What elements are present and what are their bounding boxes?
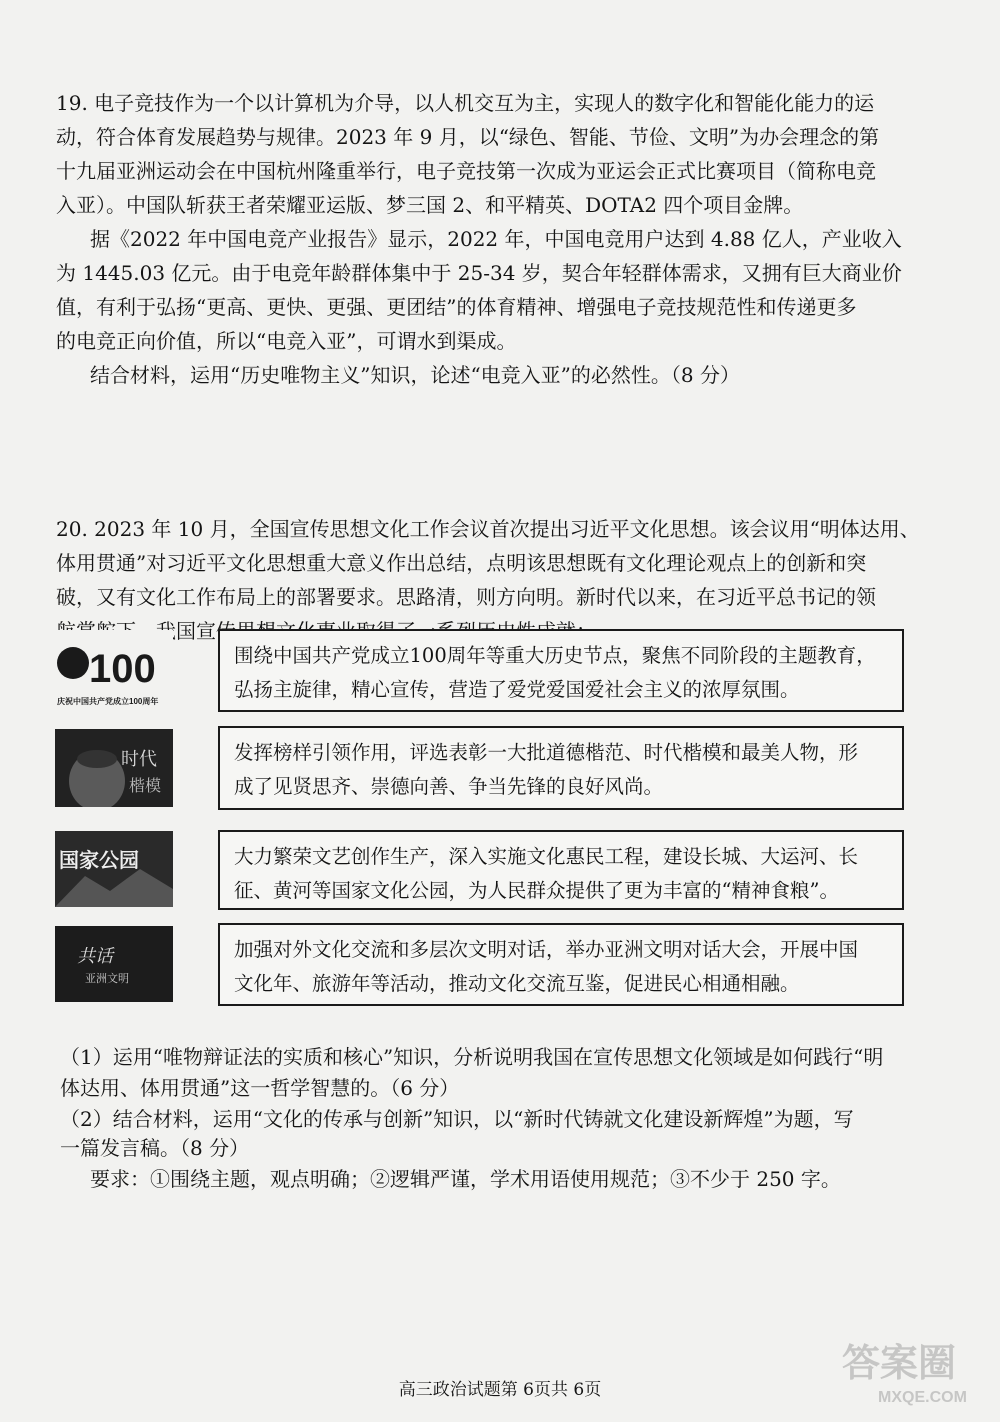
- watermark-logo: [832, 1336, 982, 1408]
- achievement-box-4: [218, 923, 904, 1006]
- q20-line-2: 体用贯通”对习近平文化思想重大意义作出总结，点明该思想既有文化理论观点上的创新和突: [56, 551, 867, 575]
- box-2-line-1: 发挥榜样引领作用，评选表彰一大批道德楷范、时代楷模和最美人物，形: [234, 741, 859, 764]
- achievement-box-2: [218, 726, 904, 810]
- q19-line-5: 据《2022 年中国电竞产业报告》显示，2022 年，中国电竞用户达到 4.88 亿人，产业收入: [90, 227, 902, 251]
- q20-sub2-line-1: （2）结合材料，运用“文化的传承与创新”知识，以“新时代铸就文化建设新辉煌”为题，写: [60, 1107, 854, 1131]
- box-2-line-2: 成了见贤思齐、崇德向善、争当先锋的良好风尚。: [234, 775, 664, 798]
- q20-line-3: 破，又有文化工作布局上的部署要求。思路清，则方向明。新时代以来，在习近平总书记的领: [56, 585, 876, 609]
- box-4-line-2: 文化年、旅游年等活动，推动文化交流互鉴，促进民心相通相融。: [234, 972, 800, 995]
- box-1-line-1: 围绕中国共产党成立100周年等重大历史节点，聚焦不同阶段的主题教育，: [234, 644, 876, 667]
- q19-line-1: 19. 电子竞技作为一个以计算机为介导，以人机交互为主，实现人的数字化和智能化能力的运: [56, 91, 875, 115]
- svg-text:100: 100: [89, 647, 156, 691]
- box-4-line-1: 加强对外文化交流和多层次文明对话，举办亚洲文明对话大会，开展中国: [234, 938, 859, 961]
- box-1-line-2: 弘扬主旋律，精心宣传，营造了爱党爱国爱社会主义的浓厚氛围。: [234, 678, 800, 701]
- dialogue-banner-icon: [55, 926, 173, 1002]
- svg-text:楷模: 楷模: [129, 776, 162, 795]
- q20-sub1-line-2: 体达用、体用贯通”这一哲学智慧的。（6 分）: [60, 1076, 460, 1100]
- svg-text:庆祝中国共产党成立100周年: 庆祝中国共产党成立100周年: [57, 697, 159, 706]
- centenary-logo-icon: [55, 630, 173, 710]
- answer-circle-logo-icon: [832, 1336, 982, 1408]
- portrait-photo-icon: [55, 729, 173, 807]
- q19-task: 结合材料，运用“历史唯物主义”知识，论述“电竞入亚”的必然性。（8 分）: [90, 363, 740, 387]
- svg-text:亚洲文明: 亚洲文明: [85, 972, 129, 985]
- q19-line-8: 的电竞正向价值，所以“电竞入亚”，可谓水到渠成。: [56, 329, 517, 353]
- q19-line-2: 动，符合体育发展趋势与规律。2023 年 9 月，以“绿色、智能、节俭、文明”为办会理念的第: [56, 125, 880, 149]
- q19-line-3: 十九届亚洲运动会在中国杭州隆重举行，电子竞技第一次成为亚运会正式比赛项目（简称电竞: [56, 159, 876, 183]
- svg-text:MXQE.COM: MXQE.COM: [878, 1389, 967, 1406]
- landscape-photo-icon: [55, 831, 173, 907]
- svg-text:答案圈: 答案圈: [842, 1340, 957, 1385]
- q20-line-1: 20. 2023 年 10 月，全国宣传思想文化工作会议首次提出习近平文化思想。该会议用“明体达用、: [56, 517, 920, 541]
- svg-text:时代: 时代: [121, 749, 157, 770]
- page-footer: 高三政治试题第 6页共 6页: [398, 1380, 602, 1400]
- svg-text:共话: 共话: [77, 946, 113, 967]
- model-of-times-image: [55, 729, 173, 807]
- q19-line-7: 值，有利于弘扬“更高、更快、更强、更团结”的体育精神、增强电子竞技规范性和传递更多: [56, 295, 857, 319]
- q19-line-6: 为 1445.03 亿元。由于电竞年龄群体集中于 25-34 岁，契合年轻群体需求，又拥有巨大商业价: [56, 261, 902, 285]
- box-3-line-2: 征、黄河等国家文化公园，为人民群众提供了更为丰富的“精神食粮”。: [234, 879, 839, 902]
- national-park-image: [55, 831, 173, 907]
- box-3-line-1: 大力繁荣文艺创作生产，深入实施文化惠民工程，建设长城、大运河、长: [234, 845, 859, 868]
- asian-civilization-image: [55, 926, 173, 1002]
- q20-sub2-line-2: 一篇发言稿。（8 分）: [60, 1136, 250, 1160]
- svg-text:国家公园: 国家公园: [59, 848, 139, 872]
- achievement-box-1: [218, 629, 904, 712]
- q19-line-4: 入亚）。中国队斩获王者荣耀亚运版、梦三国 2、和平精英、DOTA2 四个项目金牌。: [56, 193, 804, 217]
- q20-requirements: 要求：①围绕主题，观点明确；②逻辑严谨，学术用语使用规范；③不少于 250 字。: [90, 1167, 841, 1191]
- achievement-box-3: [218, 830, 904, 910]
- q20-sub1-line-1: （1）运用“唯物辩证法的实质和核心”知识，分析说明我国在宣传思想文化领域是如何践行“明: [60, 1045, 884, 1069]
- centenary-logo-image: [55, 630, 173, 710]
